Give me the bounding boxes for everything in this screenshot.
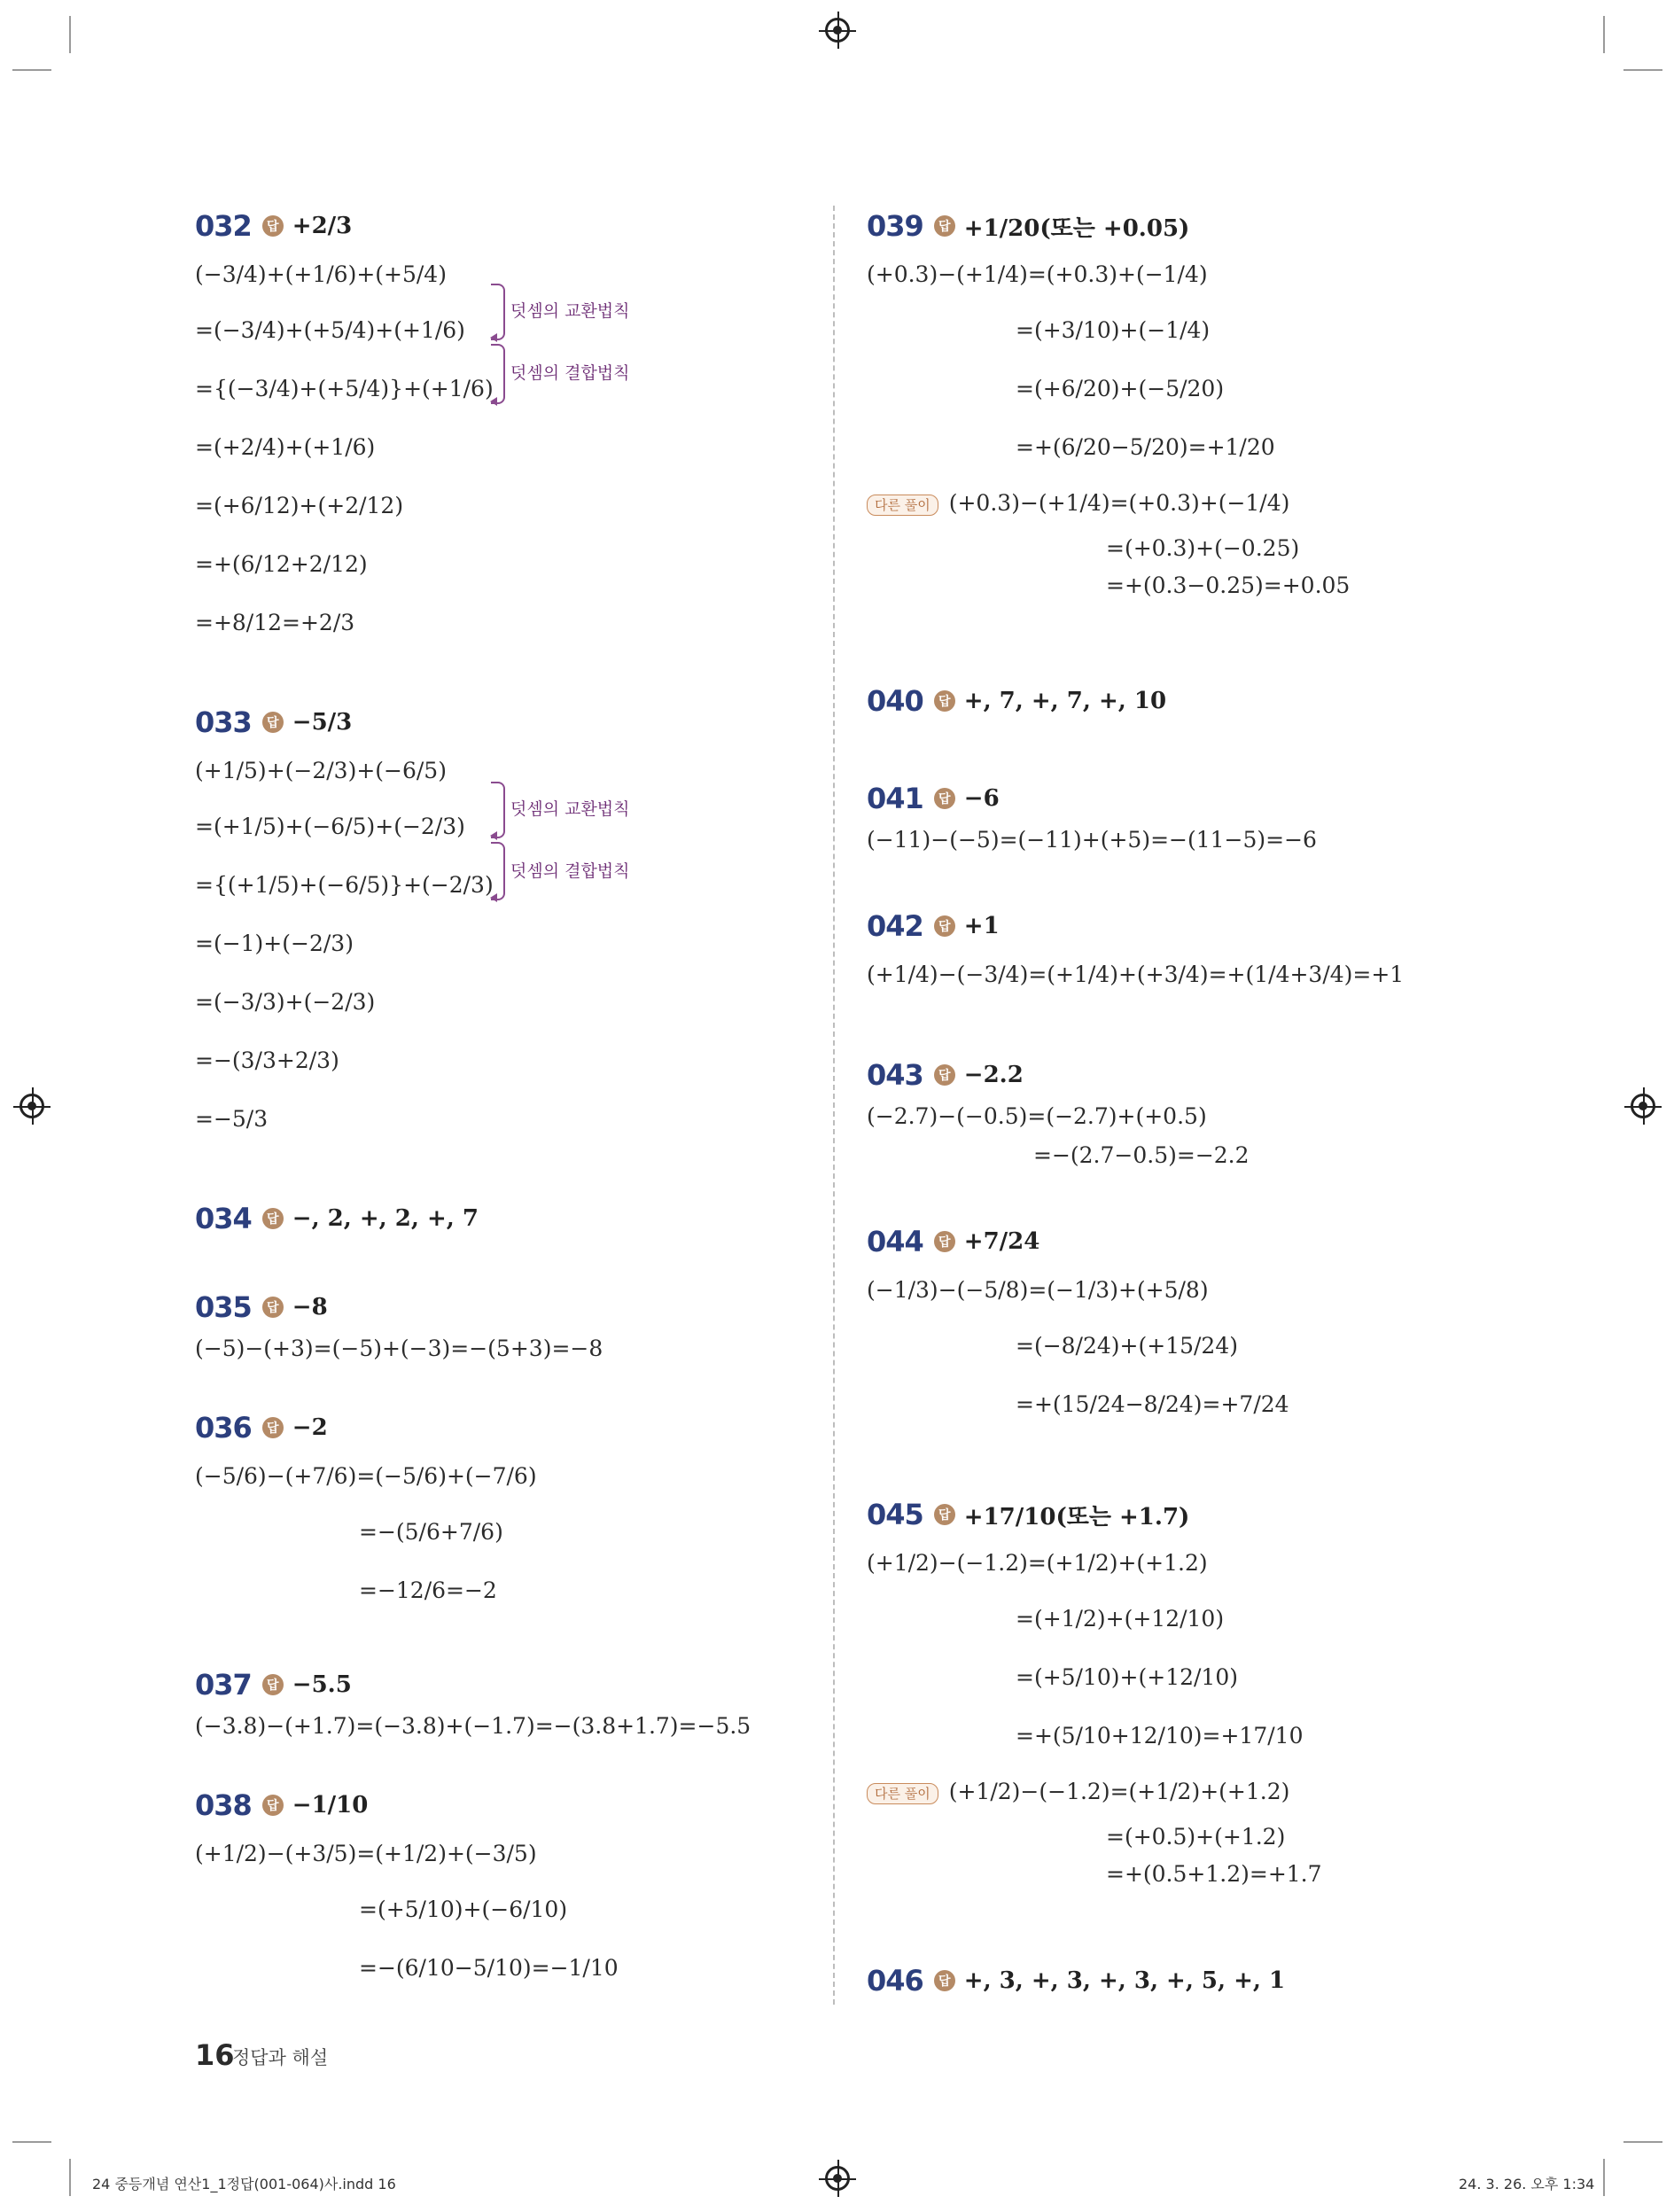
solution-line: =(+6/20)+(−5/20) xyxy=(1016,376,1225,401)
solution-line: (+0.3)−(+1/4)=(+0.3)+(−1/4) xyxy=(867,261,1208,287)
answer-marker-icon: 답 xyxy=(934,1970,955,1991)
problem-number: 045 xyxy=(867,1498,923,1531)
answer-marker-icon: 답 xyxy=(934,1064,955,1086)
crop-mark xyxy=(1603,16,1605,53)
solution-line: ={(−3/4)+(+5/4)}+(+1/6) xyxy=(195,376,494,401)
solution-line: =−(6/10−5/10)=−1/10 xyxy=(359,1955,619,1981)
commutative-note: 덧셈의 교환법칙 xyxy=(510,301,630,321)
annotation-brace xyxy=(491,344,505,404)
solution-line: =(−8/24)+(+15/24) xyxy=(1016,1333,1238,1359)
problem-number: 037 xyxy=(195,1668,252,1702)
problem-number: 039 xyxy=(867,209,923,243)
answer-marker-icon: 답 xyxy=(262,1417,284,1438)
solution-line: =−(3/3+2/3) xyxy=(195,1048,339,1073)
alt-solution-line: =+(0.3−0.25)=+0.05 xyxy=(1106,572,1351,598)
problem-039 xyxy=(867,204,1350,604)
problem-041 xyxy=(867,776,1317,860)
problem-044 xyxy=(867,1219,1289,1434)
problem-number: 036 xyxy=(195,1411,252,1445)
problem-040 xyxy=(867,679,1166,723)
problem-number: 038 xyxy=(195,1788,252,1822)
solution-line: (−3/4)+(+1/6)+(+5/4) xyxy=(195,261,447,287)
alt-solution-line: =+(0.5+1.2)=+1.7 xyxy=(1106,1861,1322,1887)
solution-line: =+(15/24−8/24)=+7/24 xyxy=(1016,1391,1289,1417)
answer: −2.2 xyxy=(963,1062,1024,1088)
problem-034 xyxy=(195,1196,479,1241)
alt-solution-line: =(+0.5)+(+1.2) xyxy=(1106,1824,1286,1850)
solution-line: =(+2/4)+(+1/6) xyxy=(195,434,376,460)
problem-042 xyxy=(867,904,1404,1001)
solution-line: =(+5/10)+(+12/10) xyxy=(1016,1664,1238,1690)
slug-file-info: 24 중등개념 연산1_1정답(001-064)사.indd 16 xyxy=(92,2176,396,2193)
solution-line: (+1/4)−(−3/4)=(+1/4)+(+3/4)=+(1/4+3/4)=+1 xyxy=(867,962,1405,987)
answer: +1/20(또는 +0.05) xyxy=(963,214,1190,242)
solution-line: =−12/6=−2 xyxy=(359,1577,497,1603)
answer: −6 xyxy=(963,785,1000,812)
crop-mark xyxy=(1623,69,1662,71)
problem-number: 035 xyxy=(195,1290,252,1324)
problem-043 xyxy=(867,1053,1250,1175)
problem-number: 046 xyxy=(867,1964,923,1998)
answer-marker-icon: 답 xyxy=(262,215,284,237)
solution-line: (−11)−(−5)=(−11)+(+5)=−(11−5)=−6 xyxy=(867,827,1317,853)
answer-marker-icon: 답 xyxy=(262,712,284,733)
solution-line: =+(6/12+2/12) xyxy=(195,551,368,577)
crop-mark xyxy=(12,69,51,71)
problem-number: 043 xyxy=(867,1058,923,1092)
associative-note: 덧셈의 결합법칙 xyxy=(510,861,630,881)
solution-line: (+1/5)+(−2/3)+(−6/5) xyxy=(195,758,447,783)
solution-line: =(+6/12)+(+2/12) xyxy=(195,493,404,518)
solution-line: =−5/3 xyxy=(195,1106,269,1132)
answer-marker-icon: 답 xyxy=(262,1674,284,1695)
problem-number: 041 xyxy=(867,782,923,815)
arrow-icon xyxy=(490,893,497,902)
answer: +, 3, +, 3, +, 3, +, 5, +, 1 xyxy=(963,1967,1286,1994)
crop-mark xyxy=(12,2141,51,2143)
alt-solution-line xyxy=(867,1765,1322,1819)
answer-marker-icon: 답 xyxy=(262,1795,284,1816)
solution-line: =(+1/5)+(−6/5)+(−2/3) xyxy=(195,814,465,839)
arrow-icon xyxy=(490,397,497,406)
answer: +, 7, +, 7, +, 10 xyxy=(963,688,1167,714)
solution-line: =(+1/2)+(+12/10) xyxy=(1016,1606,1225,1632)
problem-046 xyxy=(867,1959,1285,2003)
problem-number: 044 xyxy=(867,1225,923,1258)
alt-solution-badge: 다른 풀이 xyxy=(867,495,938,516)
answer-marker-icon: 답 xyxy=(934,915,955,937)
registration-mark-icon xyxy=(1631,1094,1655,1118)
solution-line: =(−3/4)+(+5/4)+(+1/6) xyxy=(195,317,465,343)
solution-line: =+(5/10+12/10)=+17/10 xyxy=(1016,1723,1304,1749)
alt-solution-text: (+0.3)−(+1/4)=(+0.3)+(−1/4) xyxy=(948,490,1290,516)
registration-mark-icon xyxy=(825,18,850,43)
page-section-title: 정답과 해설 xyxy=(232,2047,329,2068)
page-number: 16 xyxy=(195,2038,235,2072)
answer: −2 xyxy=(292,1414,328,1441)
answer: +1 xyxy=(963,913,1000,939)
solution-line: ={(+1/5)+(−6/5)}+(−2/3) xyxy=(195,872,494,898)
solution-line: (−3.8)−(+1.7)=(−3.8)+(−1.7)=−(3.8+1.7)=−5.5 xyxy=(195,1713,751,1739)
problem-035 xyxy=(195,1285,603,1368)
solution-line: (+1/2)−(+3/5)=(+1/2)+(−3/5) xyxy=(195,1841,537,1866)
registration-mark-icon xyxy=(825,2166,850,2191)
solution-line: =−(2.7−0.5)=−2.2 xyxy=(1033,1142,1250,1168)
answer: −5.5 xyxy=(292,1671,352,1698)
solution-line: (−5/6)−(+7/6)=(−5/6)+(−7/6) xyxy=(195,1463,537,1489)
problem-number: 042 xyxy=(867,909,923,943)
slug-date: 24. 3. 26. 오후 1:34 xyxy=(1459,2176,1595,2193)
answer: +7/24 xyxy=(963,1228,1040,1255)
solution-line: =+(6/20−5/20)=+1/20 xyxy=(1016,434,1275,460)
crop-mark xyxy=(69,16,71,53)
problem-036 xyxy=(195,1406,537,1620)
alt-solution-line xyxy=(867,477,1350,530)
answer: +2/3 xyxy=(292,213,353,239)
crop-mark xyxy=(1623,2141,1662,2143)
commutative-note: 덧셈의 교환법칙 xyxy=(510,799,630,819)
answer: −, 2, +, 2, +, 7 xyxy=(292,1205,479,1232)
answer-marker-icon: 답 xyxy=(262,1297,284,1318)
annotation-brace xyxy=(491,284,505,340)
column-divider xyxy=(833,206,835,2005)
answer: +17/10(또는 +1.7) xyxy=(963,1503,1190,1530)
alt-solution-line: =(+0.3)+(−0.25) xyxy=(1106,535,1300,561)
problem-045 xyxy=(867,1492,1322,1893)
problem-number: 033 xyxy=(195,705,252,739)
answer-marker-icon: 답 xyxy=(934,1231,955,1252)
alt-solution-badge: 다른 풀이 xyxy=(867,1783,938,1804)
solution-line: =(−3/3)+(−2/3) xyxy=(195,989,376,1015)
problem-number: 034 xyxy=(195,1202,252,1235)
problem-037 xyxy=(195,1663,751,1746)
solution-line: =(−1)+(−2/3) xyxy=(195,931,354,956)
answer-marker-icon: 답 xyxy=(934,1504,955,1525)
registration-mark-icon xyxy=(19,1094,44,1118)
answer-marker-icon: 답 xyxy=(262,1208,284,1229)
alt-solution-text: (+1/2)−(−1.2)=(+1/2)+(+1.2) xyxy=(948,1779,1290,1804)
solution-line: (−5)−(+3)=(−5)+(−3)=−(5+3)=−8 xyxy=(195,1336,603,1361)
problem-033 xyxy=(195,700,494,1149)
answer-marker-icon: 답 xyxy=(934,215,955,237)
annotation-brace xyxy=(491,782,505,838)
solution-line: =(+5/10)+(−6/10) xyxy=(359,1897,568,1922)
associative-note: 덧셈의 결합법칙 xyxy=(510,363,630,383)
answer: −1/10 xyxy=(292,1792,369,1819)
crop-mark xyxy=(69,2159,71,2196)
arrow-icon xyxy=(490,831,497,840)
answer: −5/3 xyxy=(292,709,353,736)
answer: −8 xyxy=(292,1294,328,1320)
solution-line: (−2.7)−(−0.5)=(−2.7)+(+0.5) xyxy=(867,1103,1207,1129)
arrow-icon xyxy=(490,333,497,342)
solution-line: =+8/12=+2/3 xyxy=(195,610,355,635)
annotation-brace xyxy=(491,842,505,900)
answer-marker-icon: 답 xyxy=(934,690,955,712)
problem-number: 032 xyxy=(195,209,252,243)
solution-line: =−(5/6+7/6) xyxy=(359,1519,503,1545)
problem-038 xyxy=(195,1783,619,1998)
answer-marker-icon: 답 xyxy=(934,788,955,809)
crop-mark xyxy=(1603,2159,1605,2196)
solution-line: (+1/2)−(−1.2)=(+1/2)+(+1.2) xyxy=(867,1550,1208,1576)
problem-number: 040 xyxy=(867,684,923,718)
solution-line: (−1/3)−(−5/8)=(−1/3)+(+5/8) xyxy=(867,1277,1209,1303)
problem-032 xyxy=(195,204,494,652)
solution-line: =(+3/10)+(−1/4) xyxy=(1016,317,1211,343)
